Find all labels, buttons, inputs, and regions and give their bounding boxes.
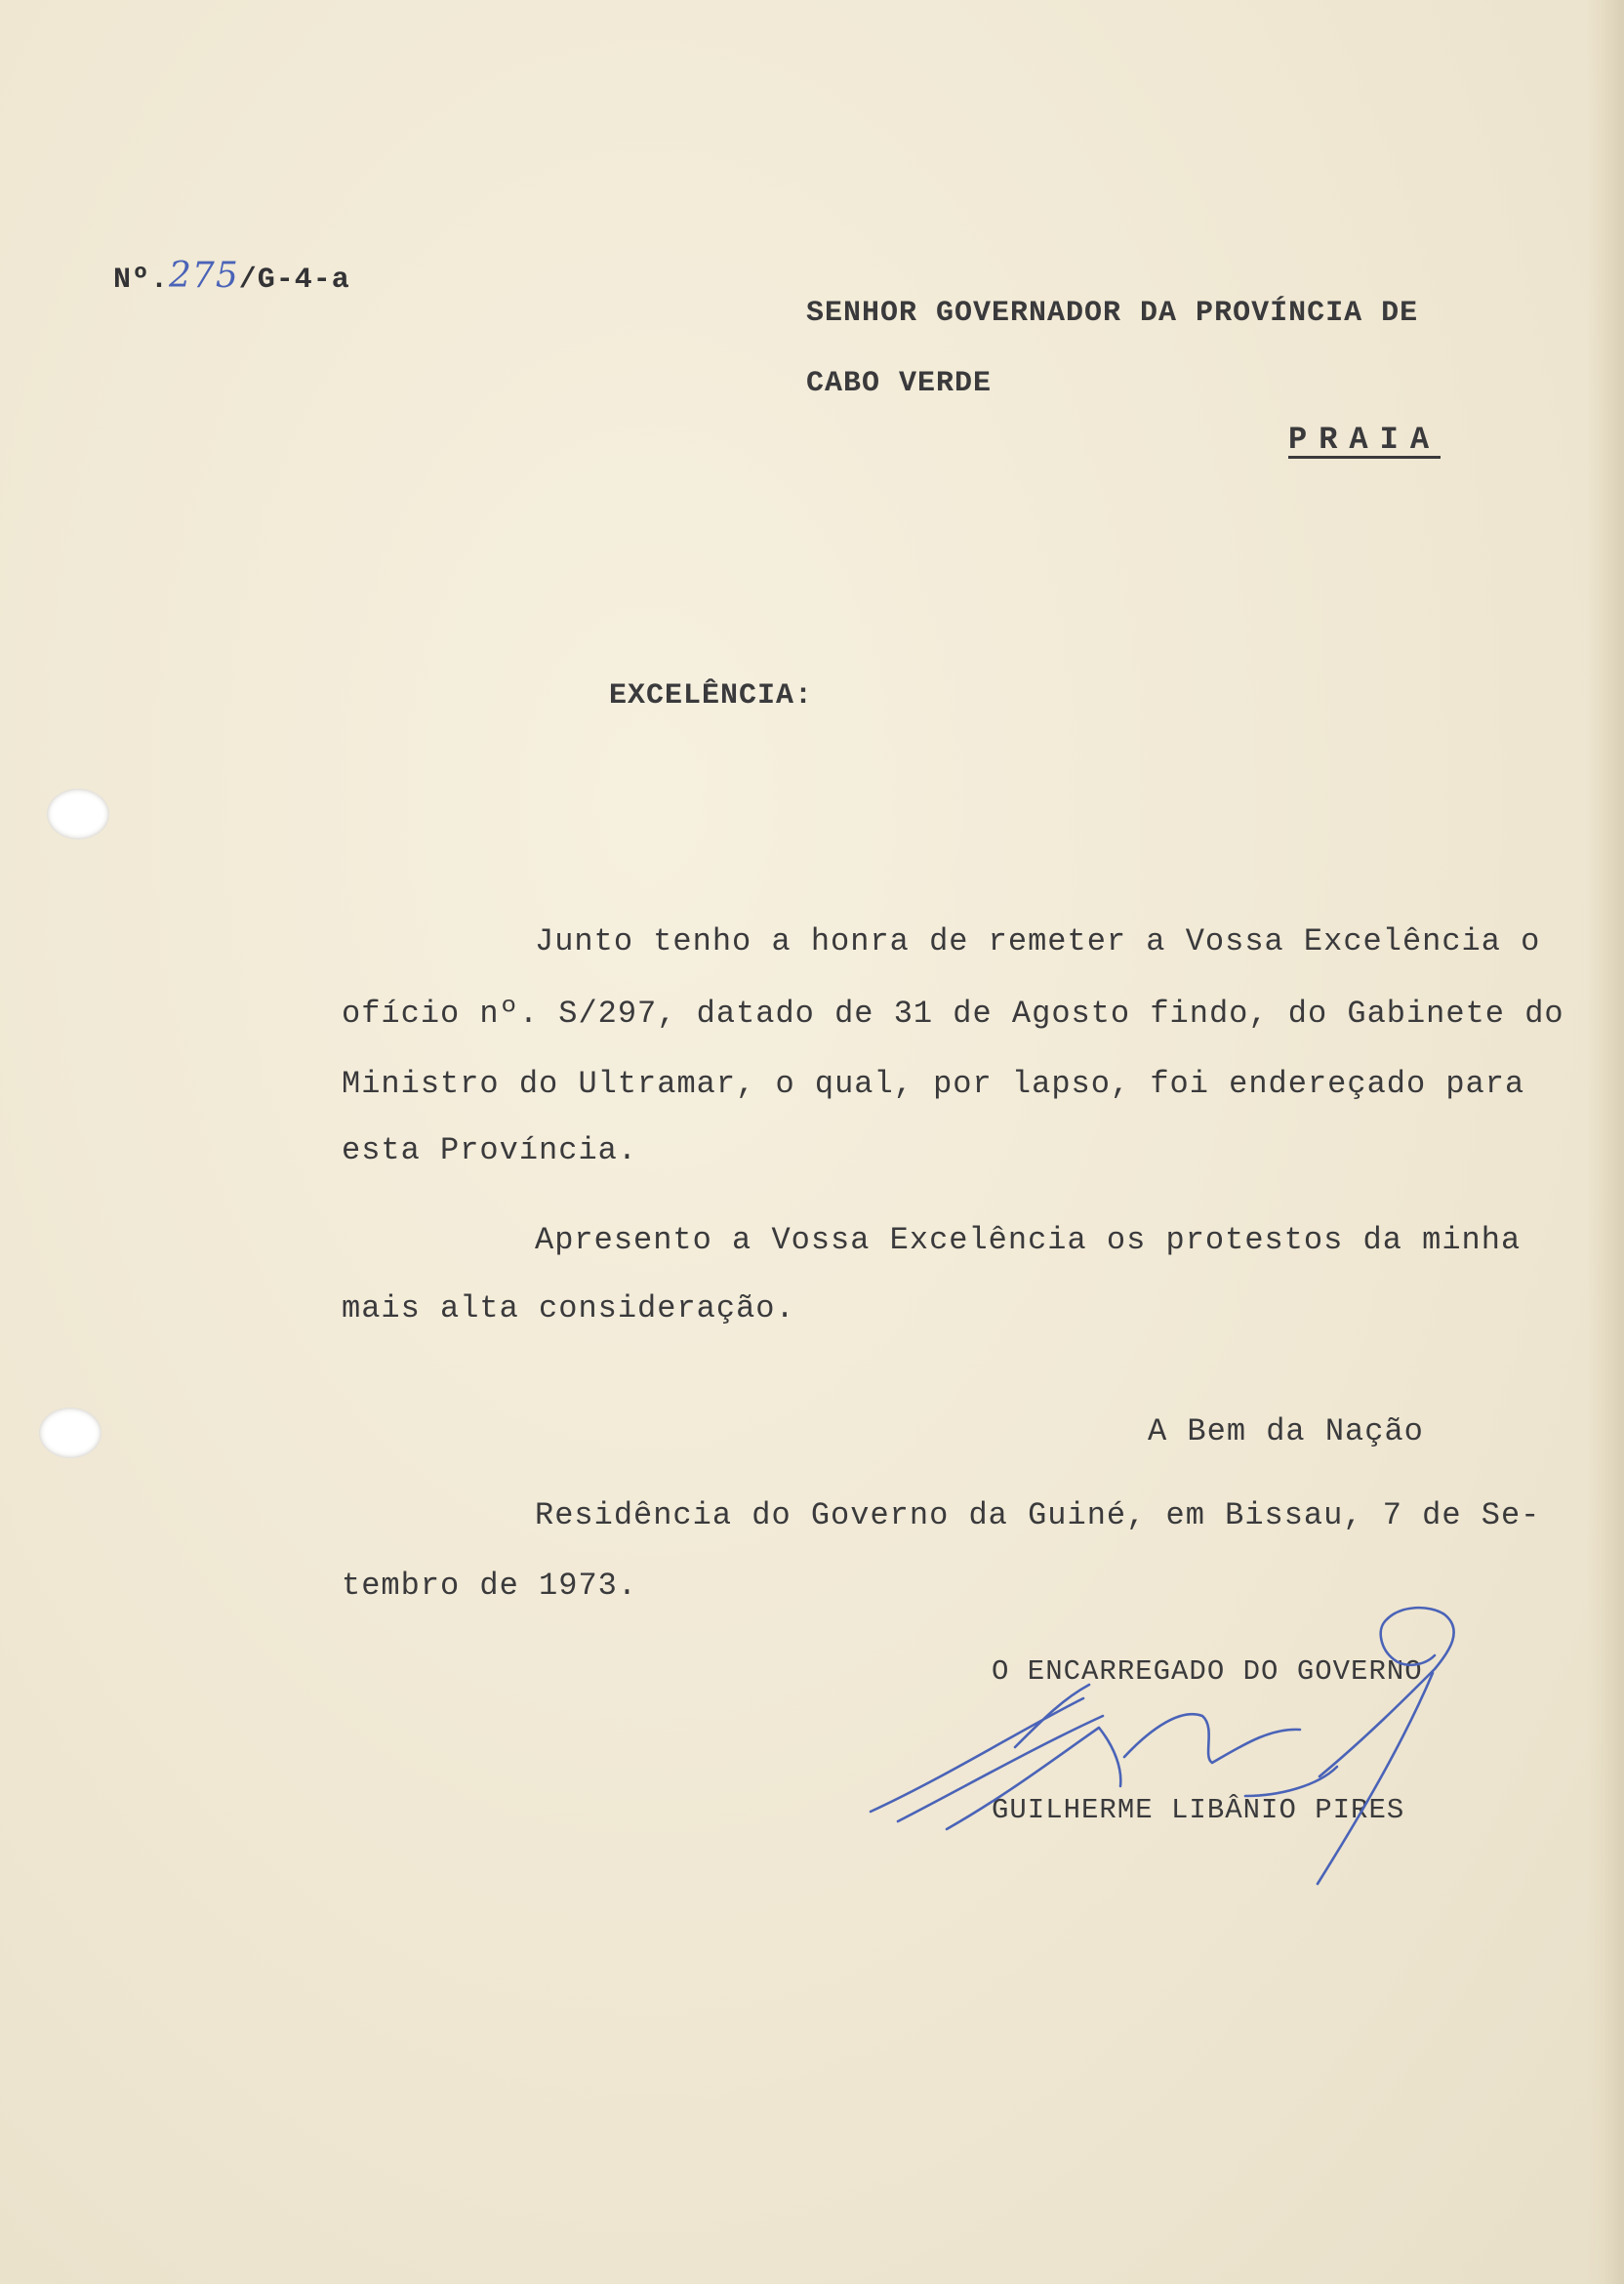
addressee-city: PRAIA — [1288, 422, 1441, 458]
paragraph1-line-3: Ministro do Ultramar, o qual, por lapso, foi endereçado para — [342, 1066, 1525, 1102]
reference-handwritten-number: 275 — [169, 256, 239, 296]
addressee-line-2: CABO VERDE — [806, 367, 993, 400]
paragraph1-line-2: ofício nº. S/297, datado de 31 de Agosto findo, do Gabinete do — [342, 996, 1564, 1032]
paragraph1-line-4: esta Província. — [342, 1132, 638, 1168]
dateline-line-2: tembro de 1973. — [342, 1568, 638, 1604]
punch-hole-lower — [39, 1407, 102, 1458]
signatory-title: O ENCARREGADO DO GOVERNO — [992, 1655, 1423, 1688]
paragraph2-line-2: mais alta consideração. — [342, 1290, 795, 1326]
reference-number — [113, 256, 350, 297]
paper-edge-shadow — [1587, 0, 1624, 2284]
reference-prefix: Nº. — [113, 264, 170, 297]
salutation: EXCELÊNCIA: — [609, 679, 814, 713]
dateline-line-1: Residência do Governo da Guiné, em Bissau, 7 de Se- — [535, 1497, 1541, 1533]
paragraph1-line-1: Junto tenho a honra de remeter a Vossa Excelência o — [535, 923, 1541, 959]
punch-hole-upper — [47, 789, 109, 839]
paragraph2-line-1: Apresento a Vossa Excelência os protestos da minha — [535, 1222, 1522, 1258]
signatory-name: GUILHERME LIBÂNIO PIRES — [992, 1794, 1405, 1826]
closing-motto: A Bem da Nação — [1148, 1413, 1424, 1449]
handwritten-signature — [859, 1591, 1483, 1913]
addressee-line-1: SENHOR GOVERNADOR DA PROVÍNCIA DE — [806, 297, 1419, 330]
reference-suffix: /G-4-a — [238, 264, 350, 297]
